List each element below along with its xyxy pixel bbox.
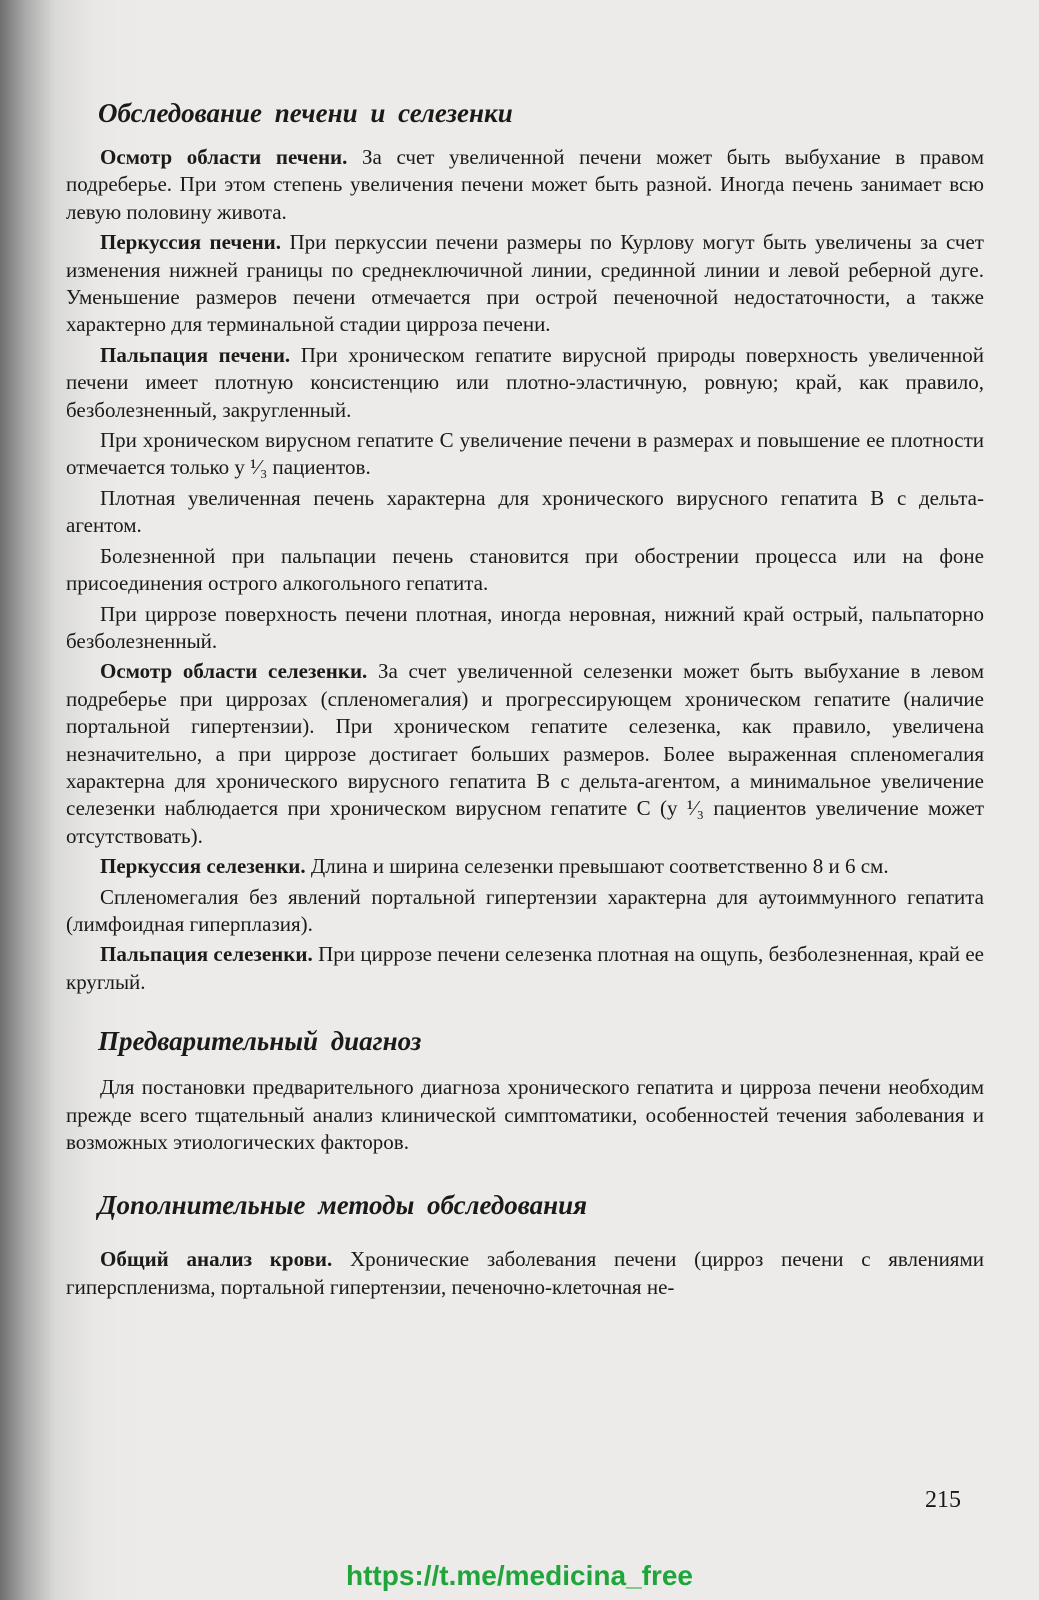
text-spleen-palpation: При циррозе печени селезенка плотная на ощупь, безболезненная, край ее круглый. xyxy=(66,942,985,994)
text-hepc-after: пациентов. xyxy=(267,455,371,480)
text-spleen-after: пациентов увеличение может отсутствовать). xyxy=(66,796,984,848)
paragraph-cirrhosis-surface: При циррозе поверхность печени плотная, иногда неровная, нижний край острый, пальпаторно безболезненный. xyxy=(66,601,984,653)
lead-spleen-palpation: Пальпация селезенки. xyxy=(100,942,313,967)
lead-liver-percussion: Перкуссия печени. xyxy=(100,230,282,255)
page-content xyxy=(66,96,984,1301)
section-heading-additional-methods: Дополнительные методы обследования xyxy=(98,1190,588,1221)
text-spleen-before: За счет увеличенной селезенки может быть выбухание в левом подреберье при циррозах (спленомегалия) и прогрессирующем хроническом гепатите (наличие портальной гипертензии). При хроническом гепатите селезенка, как правило, увеличена незначительно, а при циррозе достигает больших размеров. Более выраженная спленомегалия характерна для хронического вирусного гепатита В с дельта-агентом, а минимальное увеличение селезенки наблюдается при хроническом вирусном гепатите С (у xyxy=(66,659,984,821)
page-number: 215 xyxy=(925,1487,961,1513)
paragraph-liver-percussion xyxy=(66,229,984,339)
lead-spleen-percussion: Перкуссия селезенки. xyxy=(100,854,306,879)
paragraph-preliminary-diagnosis: Для постановки предварительного диагноза хронического гепатита и цирроза печени необходим прежде всего тщательный анализ клинической симптоматики, особенностей течения заболевания и возможных этиологических факторов. xyxy=(66,1075,984,1154)
paragraph-spleen-palpation xyxy=(66,941,984,996)
text-liver-palpation: При хроническом гепатите вирусной природы поверхность увеличенной печени имеет плотную консистенцию или плотно-эластичную, ровную; край, как правило, безболезненный, закругленный. xyxy=(66,342,984,422)
paragraph-spleen-inspection xyxy=(66,658,984,850)
fraction-one-third: ¹⁄₃ xyxy=(250,455,268,480)
text-hepc-before: При хроническом вирусном гепатите С увеличение печени в размерах и повышение ее плотности отмечается только у xyxy=(66,428,984,480)
paragraph-painful-liver: Болезненной при пальпации печень становится при обострении процесса или на фоне присоединения острого алкогольного гепатита. xyxy=(66,543,984,596)
text-blood-test: Хронические заболевания печени (цирроз печени с явлениями гиперспленизма, портальной гипертензии, печеночно-клеточная не- xyxy=(66,1247,984,1299)
fraction-one-third: ¹⁄₃ xyxy=(686,796,704,821)
paragraph-hepatitis-c xyxy=(66,427,984,482)
lead-liver-palpation: Пальпация печени. xyxy=(100,342,291,367)
paragraph-splenomegaly: Спленомегалия без явлений портальной гипертензии характерна для аутоиммунного гепатита (лимфоидная гиперплазия). xyxy=(66,884,984,936)
paragraph-liver-palpation xyxy=(66,342,984,424)
paragraph-delta-agent: Плотная увеличенная печень характерна для хронического вирусного гепатита В с дельта-агентом. xyxy=(66,485,984,538)
section-heading-liver-spleen: Обследование печени и селезенки xyxy=(98,98,513,128)
lead-liver-inspection: Осмотр области печени. xyxy=(100,145,348,169)
text-liver-percussion: При перкуссии печени размеры по Курлову могут быть увеличены за счет изменения нижней границы по среднеключичной линии, срединной линии и левой реберной дуге. Уменьшение размеров печени отмечается при острой печеночной недостаточности, а также характерно для терминальной стадии цирроза печени. xyxy=(66,230,984,337)
text-spleen-percussion: Длина и ширина селезенки превышают соответственно 8 и 6 см. xyxy=(305,854,889,879)
lead-spleen-inspection: Осмотр области селезенки. xyxy=(100,659,368,684)
text-liver-inspection: За счет увеличенной печени может быть выбухание в правом подреберье. При этом степень увеличения печени может быть разной. Иногда печень занимает всю левую половину живота. xyxy=(66,145,984,224)
lead-blood-test: Общий анализ крови. xyxy=(100,1247,333,1272)
watermark-link[interactable]: https://t.me/medicina_free xyxy=(346,1560,693,1591)
section-heading-preliminary-diagnosis: Предварительный диагноз xyxy=(98,1026,422,1057)
paragraph-spleen-percussion xyxy=(66,853,984,880)
paragraph-liver-inspection xyxy=(66,144,984,226)
paragraph-blood-test xyxy=(66,1246,984,1301)
